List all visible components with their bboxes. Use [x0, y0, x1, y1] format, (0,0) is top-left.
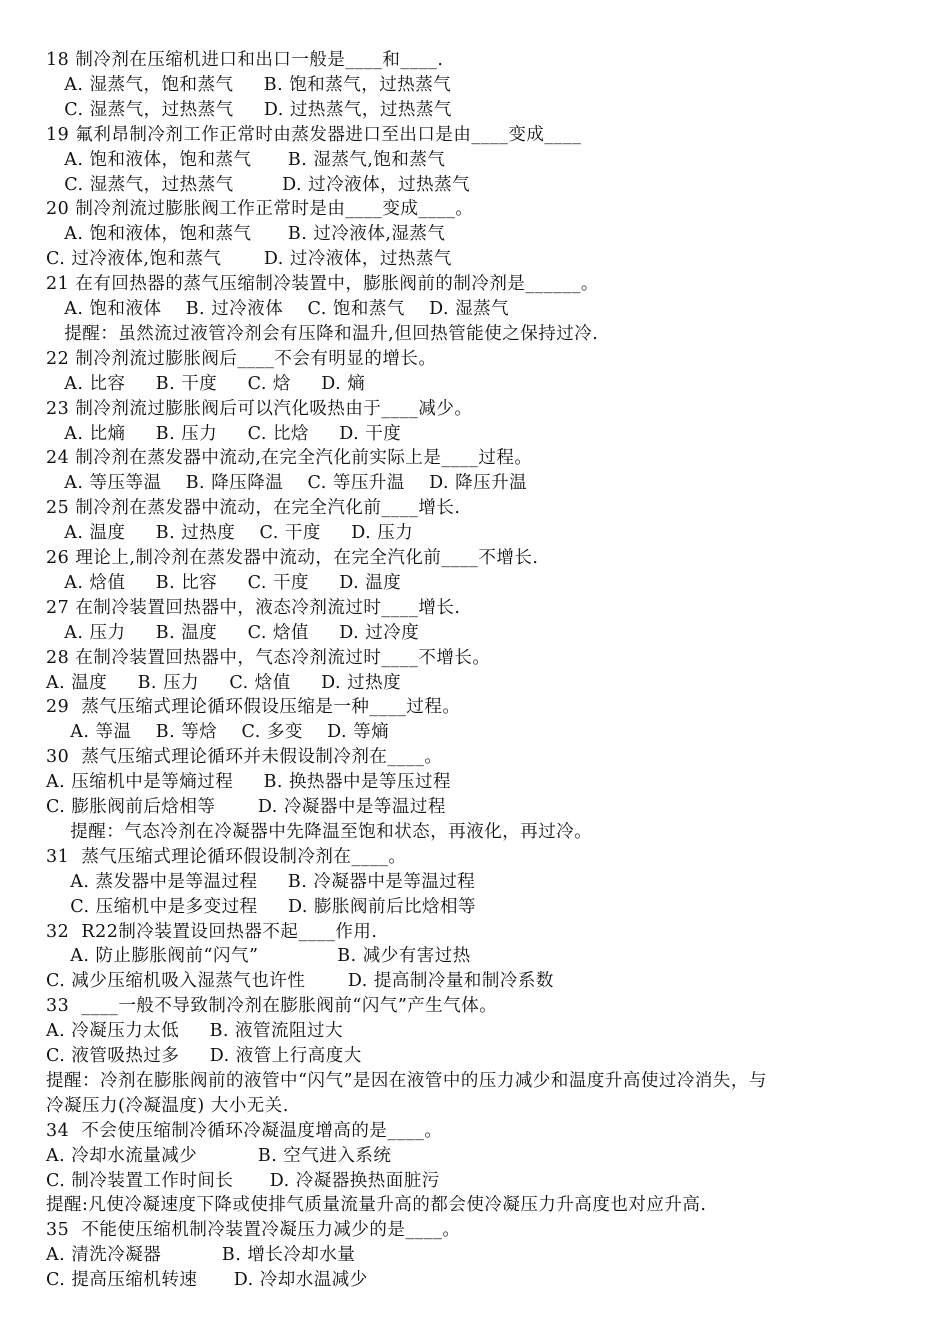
text-line: A. 防止膨胀阀前“闪气” B. 减少有害过热 [46, 946, 471, 967]
text-line: A. 温度 B. 过热度 C. 干度 D. 压力 [46, 523, 414, 544]
text-line: 25 制冷剂在蒸发器中流动，在完全汽化前____增长. [46, 498, 461, 519]
text-line: 29 蒸气压缩式理论循环假设压缩是一种____过程。 [46, 697, 461, 718]
text-line: 21 在有回热器的蒸气压缩制冷装置中，膨胀阀前的制冷剂是______。 [46, 274, 599, 295]
text-line: A. 等温 B. 等焓 C. 多变 D. 等熵 [46, 722, 390, 743]
text-line: C. 提高压缩机转速 D. 冷却水温减少 [46, 1270, 368, 1291]
text-line: 19 氟利昂制冷剂工作正常时由蒸发器进口至出口是由____变成____ [46, 124, 582, 145]
text-line: 提醒:凡使冷凝速度下降或使排气质量流量升高的都会使冷凝压力升高度也对应升高. [46, 1195, 707, 1216]
text-line: 33 ____一般不导致制冷剂在膨胀阀前“闪气”产生气体。 [46, 996, 498, 1017]
text-line: A. 冷却水流量减少 B. 空气进入系统 [46, 1145, 392, 1166]
text-line: 34 不会使压缩制冷循环冷凝温度增高的是____。 [46, 1120, 443, 1141]
text-line: A. 焓值 B. 比容 C. 干度 D. 温度 [46, 572, 402, 593]
text-line: 32 R22制冷装置设回热器不起____作用. [46, 921, 378, 942]
text-line: C. 膨胀阀前后焓相等 D. 冷凝器中是等温过程 [46, 797, 446, 817]
text-line: A. 比熵 B. 压力 C. 比焓 D. 干度 [46, 423, 402, 444]
text-line: A. 压缩机中是等熵过程 B. 换热器中是等压过程 [46, 772, 452, 793]
text-line: 30 蒸气压缩式理论循环并未假设制冷剂在____。 [46, 747, 443, 768]
text-line: 22 制冷剂流过膨胀阀后____不会有明显的增长。 [46, 348, 437, 369]
text-line: C. 湿蒸气，过热蒸气 D. 过冷液体，过热蒸气 [46, 174, 471, 195]
text-line: C. 压缩机中是多变过程 D. 膨胀阀前后比焓相等 [46, 896, 476, 917]
text-line: A. 清洗冷凝器 B. 增长冷却水量 [46, 1245, 356, 1266]
text-line: A. 湿蒸气，饱和蒸气 B. 饱和蒸气，过热蒸气 [46, 74, 452, 95]
text-line: C. 湿蒸气，过热蒸气 D. 过热蒸气，过热蒸气 [46, 99, 452, 120]
text-line: A. 压力 B. 温度 C. 焓值 D. 过冷度 [46, 622, 420, 643]
text-line: 18 制冷剂在压缩机进口和出口一般是____和____. [46, 50, 444, 70]
text-line: 提醒：冷剂在膨胀阀前的液管中“闪气”是因在液管中的压力减少和温度升高使过冷消失，与 [46, 1070, 767, 1091]
text-line: A. 饱和液体，饱和蒸气 B. 湿蒸气,饱和蒸气 [46, 149, 446, 170]
text-line: C. 制冷装置工作时间长 D. 冷凝器换热面脏污 [46, 1170, 440, 1191]
text-line: C. 液管吸热过多 D. 液管上行高度大 [46, 1046, 362, 1066]
text-line: 35 不能使压缩机制冷装置冷凝压力减少的是____。 [46, 1220, 461, 1241]
text-line: A. 饱和液体 B. 过冷液体 C. 饱和蒸气 D. 湿蒸气 [46, 299, 510, 319]
text-line: 23 制冷剂流过膨胀阀后可以汽化吸热由于____减少。 [46, 398, 473, 419]
text-line: 26 理论上,制冷剂在蒸发器中流动，在完全汽化前____不增长. [46, 548, 539, 568]
text-line: 31 蒸气压缩式理论循环假设制冷剂在____。 [46, 846, 407, 867]
text-line: 24 制冷剂在蒸发器中流动,在完全汽化前实际上是____过程。 [46, 448, 533, 469]
text-line: 提醒：虽然流过液管冷剂会有压降和温升,但回热管能使之保持过冷. [46, 323, 599, 344]
text-line: 28 在制冷装置回热器中，气态冷剂流过时____不增长。 [46, 647, 491, 668]
text-line: C. 减少压缩机吸入湿蒸气也许性 D. 提高制冷量和制冷系数 [46, 971, 554, 992]
text-line: A. 温度 B. 压力 C. 焓值 D. 过热度 [46, 672, 402, 693]
text-line: A. 蒸发器中是等温过程 B. 冷凝器中是等温过程 [46, 871, 476, 892]
text-line: A. 饱和液体，饱和蒸气 B. 过冷液体,湿蒸气 [46, 224, 446, 245]
text-line: C. 过冷液体,饱和蒸气 D. 过冷液体，过热蒸气 [46, 249, 452, 270]
text-line: 冷凝压力(冷凝温度) 大小无关. [46, 1095, 289, 1116]
text-line: 27 在制冷装置回热器中，液态冷剂流过时____增长. [46, 597, 461, 618]
text-line: A. 比容 B. 干度 C. 焓 D. 熵 [46, 373, 366, 394]
text-line: A. 等压等温 B. 降压降温 C. 等压升温 D. 降压升温 [46, 473, 528, 494]
text-line: 20 制冷剂流过膨胀阀工作正常时是由____变成____。 [46, 199, 474, 220]
text-line: 提醒：气态冷剂在冷凝器中先降温至饱和状态，再液化，再过冷。 [46, 821, 593, 842]
text-line: A. 冷凝压力太低 B. 液管流阻过大 [46, 1021, 344, 1042]
